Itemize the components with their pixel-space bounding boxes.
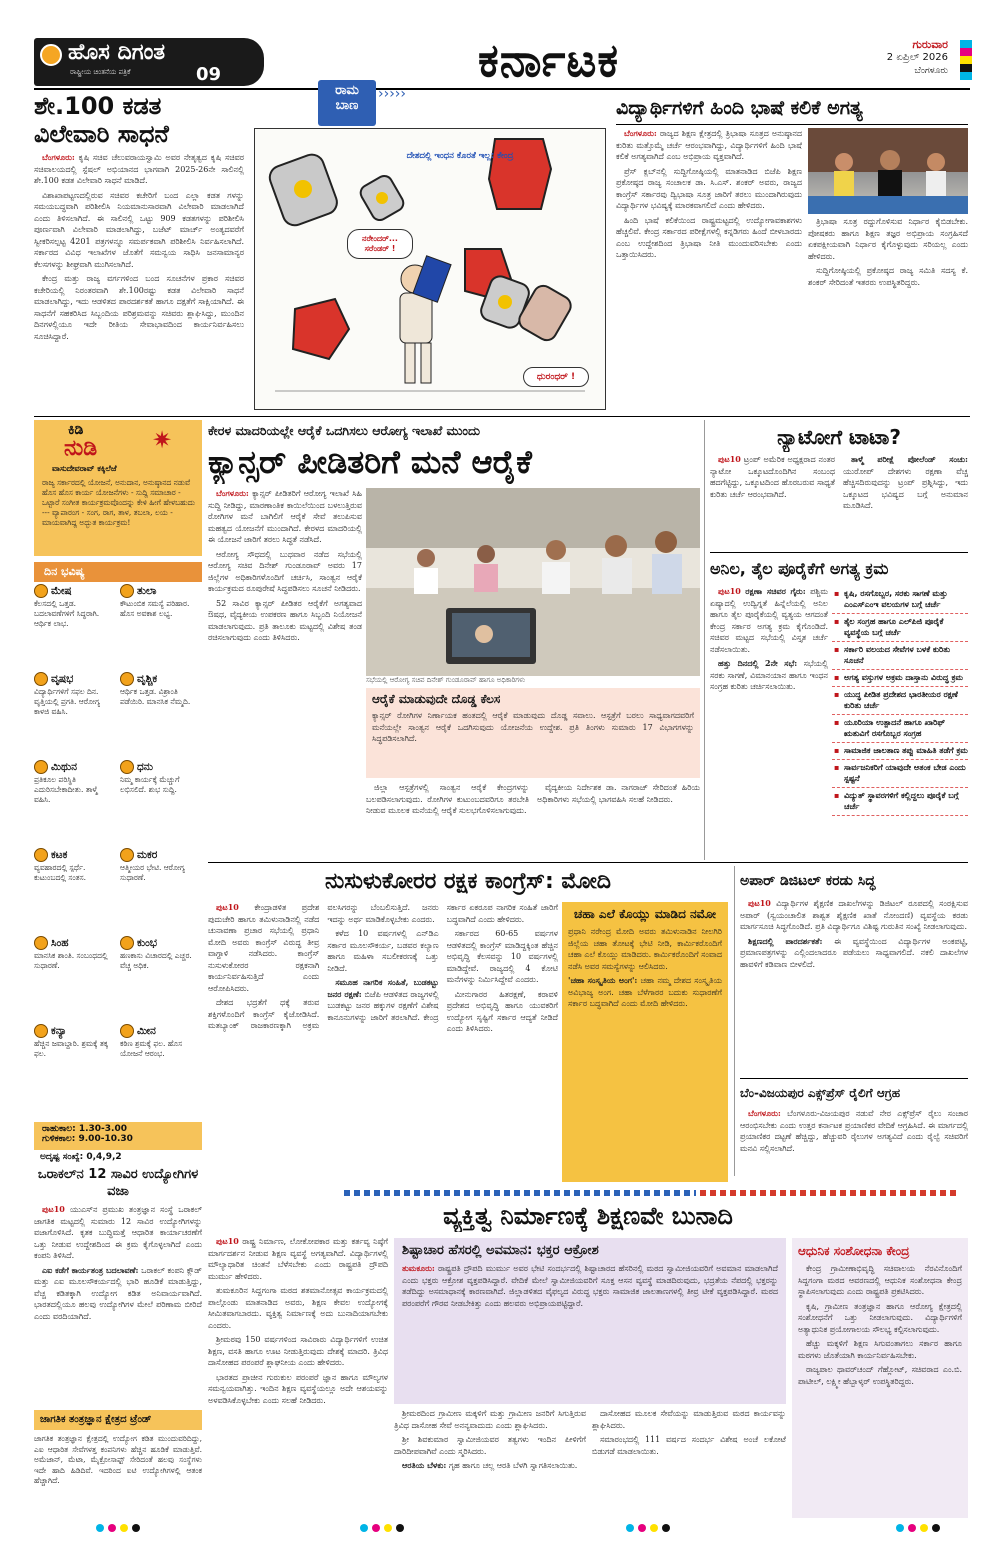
kidi-nudi-box [34,420,202,556]
capricorn-icon [120,848,134,862]
fuel-point: ▪ ಅಗತ್ಯ ವಸ್ತುಗಳ ಅಕ್ರಮ ದಾಸ್ತಾನು ವಿರುದ್ಧ ಕ್ರಮ [832,670,968,687]
gemini-icon [34,760,48,774]
fuel-sub-2: ಹತ್ತು ದಿನದಲ್ಲಿ 2ನೇ ಸಭೆ: [718,658,798,668]
zodiac-name: ಸಿಂಹ [51,937,69,949]
zodiac-name: ತುಲಾ [137,585,157,597]
zodiac-pisces [120,1024,202,1112]
meeting-photo-icon [366,488,700,676]
cancer-inset-body: ಕ್ಯಾನ್ಸರ್ ರೋಗಿಗಳ ನಿರ್ಣಾಯಕ ಹಂತದಲ್ಲಿ ಆರೈಕೆ ಮಾಡುವುದು ದೊಡ್ಡ ಸವಾಲು. ಆಸ್ಪತ್ರೆಗೆ ಬರಲು ಸಾಧ್ಯವಾಗದವರಿಗೆ ಮನೆಯಲ್ಲೇ ಸಾಂತ್ವನ ಆರೈಕೆ ಒದಗಿಸುವುದು ಯೋಜನೆಯ ಉದ್ದೇಶ. ಪ್ರತಿ ತಿಂಗಳು ಸುಮಾರು 17 ವಿಭಾಗಗಳನ್ನು ಸಿದ್ಧಪಡಿಸಲಾಗಿದೆ. [372,711,694,743]
cancer-photo [366,488,700,676]
fuel-point: ▪ ಕೃಷಿ, ರಸಗೊಬ್ಬರ, ಸರಕು ಸಾಗಣೆ ಮತ್ತು ಎಂಎಸ್‌ಎಂಇ ವಲಯಗಳ ಬಗ್ಗೆ ಚರ್ಚೆ [832,586,968,614]
sagittarius-icon [120,760,134,774]
zodiac-name: ಕುಂಭ [137,937,157,949]
nato-para-1: ಟ್ರಂಪ್ ಅಮೆರಿಕ ಅಧ್ಯಕ್ಷರಾದ ನಂತರ ನ್ಯಾಟೋ ಒಕ್ಕೂಟದೊಂದಿಗಿನ ಸಂಬಂಧ ಹದಗೆಟ್ಟಿದ್ದು, ಒಕ್ಕೂಟದಿಂದ ಹೊರಬರುವ ಸಾಧ್ಯತೆ ಕುರಿತು ಚರ್ಚೆ ಆರಂಭವಾಗಿದೆ. [710,455,835,499]
nato-body [710,454,968,550]
jobs-body [34,1204,202,1406]
zodiac-name: ವೃಶ್ಚಿಕ [137,673,158,685]
modi-inset [562,902,728,1182]
mid-row-rule [208,862,968,863]
zodiac-name: ಮಕರ [137,849,158,861]
top-row-rule [34,416,970,417]
modi-inset-title: ಚಹಾ ಎಲೆ ಕೊಯ್ಲು ಮಾಡಿದ ನಮೋ [574,907,716,921]
education-col3-para-1: ಶ್ರೀಮಠದಿಂದ ಗ್ರಾಮೀಣ ಮಕ್ಕಳಿಗೆ ಮತ್ತು ಗ್ರಾಮೀಣ ಜನರಿಗೆ ಸಿಗುತ್ತಿರುವ ತ್ರಿವಿಧ ದಾಸೋಹ ಸೇವೆ ಅನನ್ಯವಾದುದು ಎಂದು ಶ್ಲಾಘಿಸಿದರು. [394,1409,586,1430]
modi-inset-sub: 'ಚಹಾ ಸಂಸ್ಕೃತಿಯ ಅಂಗ': [568,975,638,985]
lucky-value: 0,4,9,2 [86,1152,122,1162]
zodiac-name: ವೃಷಭ [51,673,74,685]
cartoon-frame [254,128,606,410]
gulika-value: 9.00-10.30 [78,1134,133,1144]
education-para-3: ಶ್ರೀಮಠವು 150 ವರ್ಷಗಳಿಂದ ಸಾವಿರಾರು ವಿದ್ಯಾರ್ಥಿಗಳಿಗೆ ಉಚಿತ ಶಿಕ್ಷಣ, ವಸತಿ ಹಾಗೂ ಊಟ ನೀಡುತ್ತಿರುವುದು ದೇಶಕ್ಕೆ ಮಾದರಿ. ತ್ರಿವಿಧ ದಾಸೋಹದ ಪರಂಪರೆ ಶ್ಲಾಘನೀಯ ಎಂದು ಹೇಳಿದರು. [208,1335,388,1367]
cancer-inset-title: ಆರೈಕೆ ಮಾಡುವುದೇ ದೊಡ್ಡ ಕೆಲಸ [372,692,501,706]
tech-trend-headline: ಜಾಗತಿಕ ತಂತ್ರಜ್ಞಾನ ಕ್ಷೇತ್ರದ ಟ್ರೆಂಡ್ [34,1410,202,1430]
spark-icon: ✷ [152,426,173,454]
zodiac-scorpio [120,672,202,760]
zodiac-capricorn [120,848,202,936]
zodiac-text: ಆತ್ಮೀಯರ ಭೇಟಿ. ಆರೋಗ್ಯ ಸುಧಾರಣೆ. [120,863,185,882]
protocol-headline: ಶಿಷ್ಟಾಚಾರ ಹೆಸರಲ್ಲಿ ಅವಮಾನ: ಭಕ್ತರ ಆಕ್ರೋಶ [402,1243,599,1258]
rail-dateline: ಬೆಂಗಳೂರು: [748,1108,781,1118]
divider-bar-red [700,1190,960,1196]
modi-headline: ನುಸುಳುಕೋರರ ರಕ್ಷಕ ಕಾಂಗ್ರೆಸ್: ಮೋದಿ [324,869,612,894]
education-para-1: ರಾಷ್ಟ್ರ ನಿರ್ಮಾಣ, ಲೋಕೋಪಕಾರ ಮತ್ತು ಕರ್ತವ್ಯ ನಿಷ್ಠೆಗೆ ಮಾರ್ಗದರ್ಶನ ನೀಡುವ ಶಿಕ್ಷಣ ವ್ಯವಸ್ಥೆ ಅಗತ್ಯವಾಗಿದೆ. ವಿದ್ಯಾರ್ಥಿಗಳಲ್ಲಿ ಮೌಲ್ಯಾಧಾರಿತ ಚಿಂತನೆ ಬೆಳೆಸಬೇಕು ಎಂದು ರಾಷ್ಟ್ರಪತಿ ದ್ರೌಪದಿ ಮುರ್ಮು ಹೇಳಿದರು. [208,1237,388,1281]
print-dots-center-right [626,1524,670,1532]
zodiac-virgo [34,1024,116,1112]
zodiac-text: ಪ್ರತಿಕೂಲ ಪರಿಸ್ಥಿತಿ ಎದುರಿಸಬೇಕಾದೀತು. ತಾಳ್ಮೆ ವಹಿಸಿ. [34,775,98,804]
hindi-headline: ವಿದ್ಯಾರ್ಥಿಗಳಿಗೆ ಹಿಂದಿ ಭಾಷೆ ಕಲಿಕೆ ಅಗತ್ಯ [616,97,863,119]
zodiac-text: ಹೆಚ್ಚಿನ ಜವಾಬ್ದಾರಿ. ಶ್ರಮಕ್ಕೆ ತಕ್ಕ ಫಲ. [34,1039,108,1058]
hindi-body-left [616,128,802,414]
cancer-bottom-para-2: ವೈದ್ಯಕೀಯ ನಿರ್ದೇಶಕ ಡಾ. ನಾಗರಾಜ್ ಸೇರಿದಂತೆ ಹಿರಿಯ ಅಧಿಕಾರಿಗಳು ಸಭೆಯಲ್ಲಿ ಭಾಗವಹಿಸಿ ಸಲಹೆ ನೀಡಿದರು. [537,783,700,804]
cancer-kicker: ಕೇರಳ ಮಾದರಿಯಲ್ಲೇ ಆರೈಕೆ ಒದಗಿಸಲು ಆರೋಗ್ಯ ಇಲಾಖೆ ಮುಂದು [208,423,481,438]
kidi-nudi-title: ನುಡಿ [64,436,98,461]
leo-icon [34,936,48,950]
fuel-point: ▪ ವಿದ್ಯುತ್ ಸ್ಥಾವರಗಳಿಗೆ ಕಲ್ಲಿದ್ದಲು ಪೂರೈಕೆ ಬಗ್ಗೆ ಚರ್ಚೆ [832,788,968,816]
zodiac-text: ನಿಮ್ಮ ಕಾರ್ಯಕ್ಕೆ ಮೆಚ್ಚುಗೆ ಲಭಿಸಲಿದೆ. ಶುಭ ಸುದ್ದಿ. [120,775,180,794]
cancer-icon [34,848,48,862]
cancer-para-2: ಆರೋಗ್ಯ ಸೌಧದಲ್ಲಿ ಬುಧವಾರ ನಡೆದ ಸಭೆಯಲ್ಲಿ ಆರೋಗ್ಯ ಸಚಿವ ದಿನೇಶ್ ಗುಂಡೂರಾವ್ ಅವರು 17 ಜಿಲ್ಲೆಗಳ ಅಧಿಕಾರಿಗಳೊಂದಿಗೆ ಚರ್ಚಿಸಿ, ಸಾಂತ್ವನ ಆರೈಕೆ ಕಾರ್ಯಕ್ರಮದ ರೂಪುರೇಷೆ ಸಿದ್ಧಪಡಿಸಲು ಸೂಚನೆ ನೀಡಿದರು. [208,549,362,593]
lucky-label: ಅದೃಷ್ಟ ಸಂಖ್ಯೆ: [40,1152,84,1162]
cancer-body-bottom [366,782,700,850]
nato-rule [710,552,968,553]
education-col3-para-2: ಶ್ರೀ ಶಿವಕುಮಾರ ಸ್ವಾಮೀಜಿಯವರ ತತ್ವಗಳು ಇಂದಿನ ಪೀಳಿಗೆಗೆ ದಾರಿದೀಪವಾಗಿವೆ ಎಂದು ಸ್ಮರಿಸಿದರು. [394,1435,586,1456]
apaar-para-1: ವಿದ್ಯಾರ್ಥಿಗಳ ಶೈಕ್ಷಣಿಕ ದಾಖಲೆಗಳನ್ನು ಡಿಜಿಟಲ್ ರೂಪದಲ್ಲಿ ಸಂರಕ್ಷಿಸುವ ಅಪಾರ್ (ಸ್ವಯಂಚಾಲಿತ ಶಾಶ್ವತ ಶೈಕ್ಷಣಿಕ ಖಾತೆ ನೋಂದಣಿ) ವ್ಯವಸ್ಥೆಯ ಕರಡು ಮಾರ್ಗಸೂಚಿ ಸಿದ್ಧಗೊಂಡಿದೆ. ಪ್ರತಿ ವಿದ್ಯಾರ್ಥಿಗೂ ವಿಶಿಷ್ಟ ಗುರುತಿನ ಸಂಖ್ಯೆ ನೀಡಲಾಗುವುದು. [740,899,968,931]
protocol-box [394,1238,786,1404]
zodiac-name: ಕನ್ಯಾ [51,1025,67,1037]
speech-bubble-2: ಧುರಂಧರ್ ! [523,367,589,387]
hindi-para-3: ಹಿಂದಿ ಭಾಷೆ ಕಲಿಕೆಯಿಂದ ರಾಷ್ಟ್ರಮಟ್ಟದಲ್ಲಿ ಉದ್ಯೋಗಾವಕಾಶಗಳು ಹೆಚ್ಚಲಿವೆ. ಕೇಂದ್ರ ಸರ್ಕಾರದ ಪರೀಕ್ಷೆಗಳಲ್ಲಿ ಕನ್ನಡಿಗರು ಹಿಂದೆ ಬೀಳಬಾರದು ಎಂಬ ಉದ್ದೇಶದಿಂದ ತ್ರಿಭಾಷಾ ನೀತಿ ಮುಂದುವರಿಸಬೇಕು ಎಂದು ಒತ್ತಾಯಿಸಿದರು. [616,215,802,259]
fuel-point: ▪ ಸಾರ್ವಜನಿಕರಿಗೆ ಯಾವುದೇ ಆತಂಕ ಬೇಡ ಎಂದು ಸ್ಪಷ್ಟನೆ [832,760,968,788]
boxing-glove-icon [293,299,349,359]
zodiac-libra [120,584,202,672]
gas-cylinder-icon [358,173,406,223]
zodiac-leo [34,936,116,1024]
modi-para-1: ಕೇಂದ್ರಾಡಳಿತ ಪ್ರದೇಶ ಪುದುಚೇರಿ ಹಾಗೂ ತಮಿಳುನಾಡಿನಲ್ಲಿ ನಡೆದ ಚುನಾವಣಾ ಪ್ರಚಾರ ಸಭೆಯಲ್ಲಿ ಪ್ರಧಾನಿ ಮೋದಿ ಅವರು ಕಾಂಗ್ರೆಸ್ ವಿರುದ್ಧ ತೀವ್ರ ವಾಗ್ದಾಳಿ ನಡೆಸಿದರು. ಕಾಂಗ್ರೆಸ್ ನುಸುಳುಕೋರರ ರಕ್ಷಕನಾಗಿ ಕಾರ್ಯನಿರ್ವಹಿಸುತ್ತಿದೆ ಎಂದು ಆರೋಪಿಸಿದರು. [208,903,320,993]
rail-para: ಬೆಂಗಳೂರು-ವಿಜಯಪುರ ನಡುವೆ ನೇರ ಎಕ್ಸ್‌ಪ್ರೆಸ್ ರೈಲು ಸಂಚಾರ ಆರಂಭಿಸಬೇಕು ಎಂದು ಉತ್ತರ ಕರ್ನಾಟಕ ಪ್ರಯಾಣಿಕರ ವೇದಿಕೆ ಆಗ್ರಹಿಸಿದೆ. ಈ ಮಾರ್ಗದಲ್ಲಿ ಪ್ರಯಾಣಿಕರ ದಟ್ಟಣೆ ಹೆಚ್ಚಿದ್ದು, ಹೆಚ್ಚುವರಿ ರೈಲುಗಳ ಅಗತ್ಯವಿದೆ ಎಂದು ರೈಲ್ವೆ ಸಚಿವರಿಗೆ ಮನವಿ ಸಲ್ಲಿಸಲಾಗಿದೆ. [740,1109,968,1153]
zodiac-text: ಕೌಟುಂಬಿಕ ಸಮಸ್ಯೆ ಪರಿಹಾರ. ಹೊಸ ಅವಕಾಶ ಲಭ್ಯ. [120,599,190,618]
lead-left-dateline: ಬೆಂಗಳೂರು: [42,152,75,162]
zodiac-name: ಮೇಷ [51,585,72,597]
jobs-headline: ಒರಾಕಲ್‌ನ 12 ಸಾವಿರ ಉದ್ಯೋಗಿಗಳ ವಜಾ [37,1167,199,1199]
protocol-dateline: ತುಮಕೂರು: [402,1263,435,1273]
hindi-dateline: ಬೆಂಗಳೂರು: [624,128,657,138]
education-body [208,1236,388,1518]
paper-name: ಹೊಸ ದಿಗಂತ [68,40,166,65]
lead-left-para-1: ಕೃಷಿ ಸಚಿವ ಚೆಲುವರಾಯಸ್ವಾಮಿ ಅವರ ನೇತೃತ್ವದ ಕೃಷಿ ಸಚಿವರ ಸಚಿವಾಲಯದಲ್ಲಿ ಸ್ಪೆಷಲ್ ಅಭಿಯಾನದ ಭಾಗವಾಗಿ 2025-26ನೇ ಸಾಲಿನಲ್ಲಿ ಶೇ.100 ಕಡತ ವಿಲೇವಾರಿ ಸಾಧನೆ ಮಾಡಿದೆ. [34,153,244,185]
modi-para-4: ಬಿಜೆಪಿ ಆಡಳಿತದ ರಾಜ್ಯಗಳಲ್ಲಿ ಬುಡಕಟ್ಟು ಜನರ ಹಕ್ಕುಗಳ ರಕ್ಷಣೆಗೆ ವಿಶೇಷ ಕಾನೂನುಗಳನ್ನು ಜಾರಿಗೆ ತರಲಾಗಿದೆ. ಕೇಂದ್ರ ಸರ್ಕಾರ ಏಕರೂಪ ನಾಗರಿಕ ಸಂಹಿತೆ ಜಾರಿಗೆ ಬದ್ಧವಾಗಿದೆ ಎಂದು ಹೇಳಿದರು. [327,903,558,1022]
hindi-right-para-1: ತ್ರಿಭಾಷಾ ಸೂತ್ರ ರದ್ದುಗೊಳಿಸುವ ನಿರ್ಧಾರ ಕೈಬಿಡಬೇಕು. ಪೋಷಕರು ಹಾಗೂ ಶಿಕ್ಷಣ ತಜ್ಞರ ಅಭಿಪ್ರಾಯ ಸಂಗ್ರಹಿಸದೆ ಏಕಪಕ್ಷೀಯವಾಗಿ ನಿರ್ಧಾರ ಕೈಗೊಳ್ಳುವುದು ಸರಿಯಲ್ಲ ಎಂದು ಹೇಳಿದರು. [808,217,968,261]
education-para-2: ತುಮಕೂರಿನ ಸಿದ್ದಗಂಗಾ ಮಠದ ಶತಮಾನೋತ್ಸವ ಕಾರ್ಯಕ್ರಮದಲ್ಲಿ ಪಾಲ್ಗೊಂಡು ಮಾತನಾಡಿದ ಅವರು, ಶಿಕ್ಷಣ ಕೇವಲ ಉದ್ಯೋಗಕ್ಕೆ ಸೀಮಿತವಾಗಬಾರದು. ವ್ಯಕ್ತಿತ್ವ ನಿರ್ಮಾಣಕ್ಕೆ ಅದು ಬುನಾದಿಯಾಗಬೇಕು ಎಂದರು. [208,1286,388,1330]
hindi-para-2: ಪ್ರೆಸ್ ಕ್ಲಬ್‌ನಲ್ಲಿ ಸುದ್ದಿಗೋಷ್ಠಿಯಲ್ಲಿ ಮಾತನಾಡಿದ ಬಿಜೆಪಿ ಶಿಕ್ಷಣ ಪ್ರಕೋಷ್ಠದ ರಾಜ್ಯ ಸಂಚಾಲಕ ಡಾ. ಸಿ.ಎಸ್. ಶಂಕರ್ ಅವರು, ರಾಜ್ಯದ ಕಾಂಗ್ರೆಸ್ ಸರ್ಕಾರವು ದ್ವಿಭಾಷಾ ಸೂತ್ರ ಜಾರಿಗೆ ತರಲು ಮುಂದಾಗಿರುವುದು ವಿದ್ಯಾರ್ಥಿಗಳ ಭವಿಷ್ಯಕ್ಕೆ ಮಾರಕವಾಗಲಿದೆ ಎಂದು ಹೇಳಿದರು. [616,166,802,210]
fuel-para-1: ಪಶ್ಚಿಮ ಏಷ್ಯಾದಲ್ಲಿ ಉದ್ವಿಗ್ನತೆ ಹಿನ್ನೆಲೆಯಲ್ಲಿ ಅನಿಲ ಹಾಗೂ ತೈಲ ಪೂರೈಕೆಯಲ್ಲಿ ವ್ಯತ್ಯಯ ಆಗದಂತೆ ಕೇಂದ್ರ ಸರ್ಕಾರ ಅಗತ್ಯ ಕ್ರಮ ಕೈಗೊಂಡಿದೆ. ಸಚಿವರ ಮಟ್ಟದ ಸಭೆಯಲ್ಲಿ ವಿಸ್ತೃತ ಚರ್ಚೆ ನಡೆಸಲಾಯಿತು. [710,587,828,654]
print-dots-left [96,1524,140,1532]
education-headline: ವ್ಯಕ್ತಿತ್ವ ನಿರ್ಮಾಣಕ್ಕೆ ಶಿಕ್ಷಣವೇ ಬುನಾದಿ [443,1202,733,1230]
kidi-nudi-title-top: ಕಿಡಿ [68,422,84,438]
tech-trend-body: ಜಾಗತಿಕ ತಂತ್ರಜ್ಞಾನ ಕ್ಷೇತ್ರದಲ್ಲಿ ಉದ್ಯೋಗ ಕಡಿತ ಮುಂದುವರಿದಿದ್ದು, ಎಐ ಆಧಾರಿತ ಸೇವೆಗಳತ್ತ ಕಂಪನಿಗಳು ಹೆಚ್ಚಿನ ಹೂಡಿಕೆ ಮಾಡುತ್ತಿವೆ. ಅಮೆಜಾನ್, ಮೆಟಾ, ಮೈಕ್ರೋಸಾಫ್ಟ್ ಸೇರಿದಂತೆ ಹಲವು ಸಂಸ್ಥೆಗಳು ಇದೇ ಹಾದಿ ಹಿಡಿದಿವೆ. ಇದರಿಂದ ಐಟಿ ಉದ್ಯೋಗಿಗಳಲ್ಲಿ ಆತಂಕ ಹೆಚ್ಚಾಗಿದೆ. [34,1434,202,1485]
speech-bubble-1: ನರೇಂದರ್... ಸರೆಂಡರ್ ! [347,229,413,259]
issue-date: 2 ಏಪ್ರಿಲ್ 2026 [886,52,948,63]
nato-para-2: ಯುರೋಪ್ ದೇಶಗಳು ರಕ್ಷಣಾ ವೆಚ್ಚ ಹೆಚ್ಚಿಸದಿರುವುದನ್ನು ಟ್ರಂಪ್ ಪ್ರಶ್ನಿಸಿದ್ದು, ಇದು ಒಕ್ಕೂಟದ ಭವಿಷ್ಯದ ಬಗ್ಗೆ ಅನುಮಾನ ಮೂಡಿಸಿದೆ. [843,466,968,510]
education-col4-para-1: ದಾಸೋಹದ ಮೂಲಕ ಸೇವೆಯನ್ನು ಮಾಡುತ್ತಿರುವ ಮಠದ ಕಾರ್ಯವನ್ನು ಶ್ಲಾಘಿಸಿದರು. [592,1409,786,1430]
zodiac-name: ಮಿಥುನ [51,761,77,773]
zodiac-taurus [34,672,116,760]
gulika-label: ಗುಳಿಕಕಾಲ: [42,1134,76,1144]
jobs-sub: ಎಐ ಕಡೆಗೆ ಕಾರ್ಯತಂತ್ರ ಬದಲಾವಣೆ: [42,1264,139,1275]
zodiac-text: ಕಠಿಣ ಶ್ರಮಕ್ಕೆ ಫಲ. ಹೊಸ ಯೋಜನೆ ಆರಂಭ. [120,1039,183,1058]
modi-dateline: ಪುಟ10 [216,902,239,912]
apaar-body [740,898,968,1074]
zodiac-text: ಕೆಲಸದಲ್ಲಿ ಒತ್ತಡ. ಬದಲಾವಣೆಗಳಿಗೆ ಸಿದ್ಧರಾಗಿ. ಆರ್ಥಿಕ ಲಾಭ. [34,599,100,628]
zodiac-cancer [34,848,116,936]
apaar-sub: ಶಿಕ್ಷಣದಲ್ಲಿ ಪಾರದರ್ಶಕತೆ: [748,935,823,946]
fuel-headline: ಅನಿಲ, ತೈಲ ಪೂರೈಕೆಗೆ ಅಗತ್ಯ ಕ್ರಮ [710,559,889,578]
jobs-para-1: ಯುಎಸ್‌ನ ಪ್ರಮುಖ ತಂತ್ರಜ್ಞಾನ ಸಂಸ್ಥೆ ಒರಾಕಲ್ ಜಾಗತಿಕ ಮಟ್ಟದಲ್ಲಿ ಸುಮಾರು 12 ಸಾವಿರ ಉದ್ಯೋಗಿಗಳನ್ನು ವಜಾಗೊಳಿಸಿದೆ. ಕೃತಕ ಬುದ್ಧಿಮತ್ತೆ ಆಧಾರಿತ ಕಾರ್ಯಾಚರಣೆಗೆ ಒತ್ತು ನೀಡುವ ಉದ್ದೇಶದಿಂದ ಈ ಕ್ರಮ ಕೈಗೊಳ್ಳಲಾಗಿದೆ ಎಂದು ಕಂಪನಿ ತಿಳಿಸಿದೆ. [34,1205,202,1260]
research-para-2: ಕೃಷಿ, ಗ್ರಾಮೀಣ ತಂತ್ರಜ್ಞಾನ ಹಾಗೂ ಆರೋಗ್ಯ ಕ್ಷೇತ್ರದಲ್ಲಿ ಸಂಶೋಧನೆಗೆ ಒತ್ತು ನೀಡಲಾಗುವುದು. ವಿದ್ಯಾರ್ಥಿಗಳಿಗೆ ಅತ್ಯಾಧುನಿಕ ಪ್ರಯೋಗಾಲಯ ಸೌಲಭ್ಯ ಕಲ್ಪಿಸಲಾಗುವುದು. [798,1301,962,1334]
protocol-body: ರಾಷ್ಟ್ರಪತಿ ದ್ರೌಪದಿ ಮುರ್ಮು ಅವರ ಭೇಟಿ ಸಂದರ್ಭದಲ್ಲಿ ಶಿಷ್ಟಾಚಾರದ ಹೆಸರಿನಲ್ಲಿ ಮಠದ ಸ್ವಾಮೀಜಿಯವರಿಗೆ ಅವಮಾನ ಮಾಡಲಾಗಿದೆ ಎಂದು ಭಕ್ತರು ಆಕ್ರೋಶ ವ್ಯಕ್ತಪಡಿಸಿದ್ದಾರೆ. ವೇದಿಕೆ ಮೇಲೆ ಸ್ವಾಮೀಜಿಯವರಿಗೆ ಸೂಕ್ತ ಆಸನ ವ್ಯವಸ್ಥೆ ಮಾಡದಿರುವುದು, ಭದ್ರತೆಯ ನೆಪದಲ್ಲಿ ಭಕ್ತರನ್ನು ತಡೆದಿದ್ದು ಅಸಮಾಧಾನಕ್ಕೆ ಕಾರಣವಾಗಿದೆ. ಜಿಲ್ಲಾಡಳಿತದ ವೈಫಲ್ಯದ ವಿರುದ್ಧ ಭಕ್ತರು ಸಾಮಾಜಿಕ ಜಾಲತಾಣಗಳಲ್ಲಿ ತೀವ್ರ ಟೀಕೆ ವ್ಯಕ್ತಪಡಿಸಿದ್ದಾರೆ. ಮಠದ ಪರಂಪರೆಗೆ ಗೌರವ ನೀಡಬೇಕಿತ್ತು ಎಂದು ಹಲವರು ಅಭಿಪ್ರಾಯಪಟ್ಟಿದ್ದಾರೆ. [402,1264,778,1308]
hindi-rule [616,124,968,125]
cartoon-chevrons-icon: ››››› [378,86,406,102]
fuel-dateline: ಪುಟ10 [718,586,741,596]
modi-para-3: ಕಳೆದ 10 ವರ್ಷಗಳಲ್ಲಿ ಎನ್‌ಡಿಎ ಸರ್ಕಾರ ಮೂಲಸೌಕರ್ಯ, ಬಡವರ ಕಲ್ಯಾಣ ಹಾಗೂ ಮಹಿಳಾ ಸಬಲೀಕರಣಕ್ಕೆ ಒತ್ತು ನೀಡಿದೆ. [327,929,439,973]
cancer-inset [366,688,700,778]
modi-inset-body-2: ಚಹಾ ನಮ್ಮ ದೇಶದ ಸಂಸ್ಕೃತಿಯ ಅವಿಭಾಜ್ಯ ಅಂಗ. ಚಹಾ ಬೆಳೆಗಾರರ ಬದುಕು ಸುಧಾರಣೆಗೆ ಸರ್ಕಾರ ಬದ್ಧವಾಗಿದೆ ಎಂದು ಮೋದಿ ಹೇಳಿದರು. [568,976,723,1008]
zodiac-aquarius [120,936,202,1024]
section-title: ಕರ್ನಾಟಕ [478,33,620,87]
cancer-dateline: ಬೆಂಗಳೂರು: [216,488,249,498]
zodiac-gemini [34,760,116,848]
lead-left-para-3: ಕೇಂದ್ರ ಮತ್ತು ರಾಜ್ಯ ವರ್ಗಗಳಿಂದ ಬಂದ ಸೂಚನೆಗಳ ಪ್ರಕಾರ ಸಚಿವರ ಕಚೇರಿಯಲ್ಲಿ ನಿರಂತರವಾಗಿ ಶೇ.100ರಷ್ಟು ಕಡತ ವಿಲೇವಾರಿ ಸಾಧನೆ ಮಾಡಲಾಗಿದ್ದು, ಇದು ಆಡಳಿತದ ಪಾರದರ್ಶಕತೆ ಹಾಗೂ ದಕ್ಷತೆಗೆ ಸಾಕ್ಷಿಯಾಗಿದೆ. ಈ ಸಾಧನೆಗೆ ಸಹಕರಿಸಿದ ಸಿಬ್ಬಂದಿಯ ಪರಿಶ್ರಮವನ್ನು ಸಚಿವರು ಶ್ಲಾಘಿಸಿದ್ದು, ಮುಂದಿನ ದಿನಗಳಲ್ಲಿಯೂ ಇದೇ ರೀತಿಯ ಸೇವಾಭಾವದಿಂದ ಕಾರ್ಯನಿರ್ವಹಿಸಲು ಸೂಚಿಸಿದ್ದಾರೆ. [34,274,244,341]
nato-sub: ತಾಳ್ಮೆ ಪರೀಕ್ಷೆ ಪೋಲೆಂಡ್ ಸಂಚು: [851,454,968,464]
apaar-headline: ಅಪಾರ್ ಡಿಜಿಟಲ್ ಕರಡು ಸಿದ್ಧ [740,873,876,889]
zodiac-name: ಧನು [137,761,153,773]
cartoon-badge-bottom: ಬಾಣ [335,98,359,113]
registration-marks [960,40,972,80]
zodiac-text: ವಿದ್ಯಾರ್ಥಿಗಳಿಗೆ ಸಫಲ ದಿನ. ವೃತ್ತಿಯಲ್ಲಿ ಪ್ರಗತಿ. ಆರೋಗ್ಯ ಕಾಳಜಿ ವಹಿಸಿ. [34,687,101,716]
apaar-rule [740,1078,968,1079]
print-dots-right [896,1524,940,1532]
cancer-bottom-para-1: ಜಿಲ್ಲಾ ಆಸ್ಪತ್ರೆಗಳಲ್ಲಿ ಸಾಂತ್ವನ ಆರೈಕೆ ಕೇಂದ್ರಗಳನ್ನು ಬಲಪಡಿಸಲಾಗುವುದು. ರೋಗಿಗಳ ಕುಟುಂಬದವರಿಗೂ ತರಬೇತಿ ನೀಡುವ ಮೂಲಕ ಮನೆಯಲ್ಲಿ ಆರೈಕೆ ಸುಲಭಗೊಳಿಸಲಾಗುವುದು. [366,783,529,815]
fuel-point: ▪ ತೈಲ ಸಂಗ್ರಹ ಹಾಗೂ ಎಲ್‌ಪಿಜಿ ಪೂರೈಕೆ ವ್ಯವಸ್ಥೆಯ ಬಗ್ಗೆ ಚರ್ಚೆ [832,614,968,642]
taurus-icon [34,672,48,686]
aries-icon [34,584,48,598]
virgo-icon [34,1024,48,1038]
cartoon-badge-top: ರಾಮ [335,83,359,98]
rahukala-label: ರಾಹುಕಾಲ: [42,1124,76,1134]
rahukala-value: 1.30-3.00 [78,1124,127,1134]
zodiac-text: ಆರ್ಥಿಕ ಒತ್ತಡ. ವಿಶ್ರಾಂತಿ ಪಡೆಯಿರಿ. ಮಾನಸಿಕ ನೆಮ್ಮದಿ. [120,687,191,706]
scorpio-icon [120,672,134,686]
education-sub-body: ಗೃಹ ಹಾಗೂ ಚಲ್ಲ ಆರತಿ ಬೆಳಗಿ ಸ್ವಾಗತಿಸಲಾಯಿತು. [448,1461,578,1470]
lead-left-body [34,152,244,410]
fuel-para-2: ಸಭೆಯಲ್ಲಿ ಸರಕು ಸಾಗಣೆ, ವಿಮಾನಯಾನ ಹಾಗೂ ಇಂಧನ ಸಂಗ್ರಹ ಕುರಿತು ಚರ್ಚಿಸಲಾಯಿತು. [710,659,828,691]
modi-body [208,902,558,1182]
hindi-photo [808,128,968,214]
print-dots-center-left [360,1524,404,1532]
cancer-para-1: ಕ್ಯಾನ್ಸರ್ ಪೀಡಿತರಿಗೆ ಆರೋಗ್ಯ ಇಲಾಖೆ ಸಿಹಿ ಸುದ್ದಿ ನೀಡಿದ್ದು, ಮಾರಣಾಂತಿಕ ಕಾಯಿಲೆಯಿಂದ ಬಳಲುತ್ತಿರುವ ರೋಗಿಗಳ ಮನೆ ಬಾಗಿಲಿಗೆ ಆರೈಕೆ ಸೇವೆ ತಲುಪಿಸುವ ಮಹತ್ವದ ಯೋಜನೆಗೆ ಮುಂದಾಗಿದೆ. ಕೇರಳದ ಮಾದರಿಯಲ್ಲಿ ಈ ಯೋಜನೆ ಜಾರಿಗೆ ತರಲು ಸಿದ್ಧತೆ ನಡೆಸಿದೆ. [208,489,362,544]
laptop-icon [446,608,536,664]
pisces-icon [120,1024,134,1038]
jobs-dateline: ಪುಟ10 [42,1204,65,1214]
aquarius-icon [120,936,134,950]
zodiac-name: ಮೀನ [137,1025,156,1037]
education-col4 [592,1408,786,1518]
cancer-body-left [208,488,362,850]
hindi-para-1: ರಾಜ್ಯದ ಶಿಕ್ಷಣ ಕ್ಷೇತ್ರದಲ್ಲಿ ತ್ರಿಭಾಷಾ ಸೂತ್ರದ ಅನುಷ್ಠಾನದ ಕುರಿತು ಮತ್ತೊಮ್ಮೆ ಚರ್ಚೆ ಆರಂಭವಾಗಿದ್ದು, ವಿದ್ಯಾರ್ಥಿಗಳಿಗೆ ಹಿಂದಿ ಭಾಷೆ ಕಲಿಕೆ ಅಗತ್ಯವಾಗಿದೆ ಎಂಬ ಅಭಿಪ್ರಾಯ ವ್ಯಕ್ತವಾಗಿದೆ. [616,129,802,161]
lead-left-headline: ಶೇ.100 ಕಡತ ವಿಲೇವಾರಿ ಸಾಧನೆ [34,92,169,148]
apaar-para-2: ಈ ವ್ಯವಸ್ಥೆಯಿಂದ ವಿದ್ಯಾರ್ಥಿಗಳ ಅಂಕಪಟ್ಟಿ, ಪ್ರಮಾಣಪತ್ರಗಳನ್ನು ಎಲ್ಲಿಂದಲಾದರೂ ಪಡೆಯಲು ಸಾಧ್ಯವಾಗಲಿದೆ. ನಕಲಿ ದಾಖಲೆಗಳ ಹಾವಳಿಗೆ ಕಡಿವಾಣ ಬೀಳಲಿದೆ. [740,936,968,969]
horoscope-grid [34,584,202,1120]
research-para-1: ಕೇಂದ್ರ ಗ್ರಾಮೀಣಾಭಿವೃದ್ಧಿ ಸಚಿವಾಲಯ ನೆರವಿನೊಂದಿಗೆ ಸಿದ್ದಗಂಗಾ ಮಠದ ಆವರಣದಲ್ಲಿ ಆಧುನಿಕ ಸಂಶೋಧನಾ ಕೇಂದ್ರ ಸ್ಥಾಪಿಸಲಾಗುವುದು ಎಂದು ರಾಷ್ಟ್ರಪತಿ ಪ್ರಕಟಿಸಿದರು. [798,1264,962,1296]
rail-headline: ಬೆಂ-ವಿಜಯಪುರ ಎಕ್ಸ್‌ಪ್ರೆಸ್ ರೈಲಿಗೆ ಆಗ್ರಹ [740,1086,901,1100]
education-sub: ಆರತಿಯ ಬೆಳಕು: [402,1460,447,1470]
nato-dateline: ಪುಟ10 [718,454,741,464]
education-para-4: ಭಾರತದ ಪ್ರಾಚೀನ ಗುರುಕುಲ ಪರಂಪರೆ ಜ್ಞಾನ ಹಾಗೂ ಮೌಲ್ಯಗಳ ಸಮನ್ವಯವಾಗಿತ್ತು. ಇಂದಿನ ಶಿಕ್ಷಣ ವ್ಯವಸ್ಥೆಯಲ್ಲೂ ಅದೇ ಆಶಯವನ್ನು ಅಳವಡಿಸಿಕೊಳ್ಳಬೇಕು ಎಂದು ಸಲಹೆ ನೀಡಿದರು. [208,1372,388,1405]
masthead-logo [34,38,264,86]
fuel-point: ▪ ಯೂರಿಯಾ ಉತ್ಪಾದನೆ ಹಾಗೂ ಖಾರಿಫ್ ಋತುವಿಗೆ ರಸಗೊಬ್ಬರ ಸಂಗ್ರಹ [832,715,968,743]
education-col3 [394,1408,586,1518]
rail-body [740,1108,968,1180]
hindi-body-right [808,216,968,414]
fuel-point: ▪ ಸರ್ಕಾರಿ ವಲಯದ ಸೇವೆಗಳ ಬಳಕೆ ಕುರಿತು ಸೂಚನೆ [832,642,968,670]
education-dateline: ಪುಟ10 [216,1236,239,1246]
cancer-photo-caption: ಸಭೆಯಲ್ಲಿ ಆರೋಗ್ಯ ಸಚಿವ ದಿನೇಶ್ ಗುಂಡೂರಾವ್ ಹಾಗೂ ಅಧಿಕಾರಿಗಳು [366,676,526,684]
kidi-nudi-body: ರಾಜ್ಯ ಸರ್ಕಾರದಲ್ಲಿ ಯೋಜನೆ, ಅನುದಾನ, ಅನುಷ್ಠಾನದ ನಡುವೆ ಹೊಸ ಹೊಸ ಕಾರ್ಯ ಯೋಜನೆಗಳು - ಸುದ್ದಿ ಸಮಾಚಾರ - ಒಟ್ಟಾರೆ ಸಂಗೀತ ಕಾರ್ಯಕ್ರಮವೊಂದನ್ನು ಕೇಳಿ ಹೀಗೆ ಹೇಳಬಹುದು --- ವ್ಯಾಪಾರಂಗ - ಸಂಗ, ರಾಗ, ತಾಳ, ತಬಲಾ, ಲಯ - ಮಾಯವಾಗಿದ್ದ ಅದ್ಭುತ ಕಾರ್ಯಕ್ರಮ! [42,478,195,527]
lucky-number [34,1152,202,1162]
lead-left-para-2: ವಿಶಾಖಾಪಟ್ಟಣದಲ್ಲಿರುವ ಸಚಿವರ ಕಚೇರಿಗೆ ಬಂದ ಎಲ್ಲಾ ಕಡತ ಗಳನ್ನು ಸಮಯಬದ್ಧವಾಗಿ ಪರಿಶೀಲಿಸಿ ನಿಯಮಾನುಸಾರವಾಗಿ ವಿಲೇವಾರಿ ಮಾಡಲಾಗಿದೆ ಎಂದು ತಿಳಿಸಲಾಗಿದೆ. ಈ ಸಾಲಿನಲ್ಲಿ ಒಟ್ಟು 909 ಕಡತಗಳನ್ನು ಪರಿಶೀಲಿಸಿ ಪೂರ್ಣವಾಗಿ ವಿಲೇವಾರಿ ಮಾಡಲಾಗಿದ್ದು, ಬಜೆಟ್ ಮಾರ್ಚ್ ಅಂತ್ಯದವರೆಗೆ ಸ್ವೀಕರಿಸಲ್ಪಟ್ಟ 4201 ಪತ್ರಗಳನ್ನೂ ಸಮರ್ಪಕವಾಗಿ ಪರಿಶೀಲಿಸಿ ನಿರ್ವಹಿಸಲಾಗಿದೆ. ಸರ್ಕಾರದ ವಿವಿಧ ಇಲಾಖೆಗಳ ಜೊತೆಗೆ ಸಮನ್ವಯ ಸಾಧಿಸಿ ಜನಸಾಮಾನ್ಯರ ಕೆಲಸಗಳನ್ನು ಶೀಘ್ರವಾಗಿ ಮುಗಿಸಲಾಗಿದೆ. [34,190,244,269]
zodiac-text: ಮಾನಸಿಕ ಶಾಂತಿ. ಸಂಬಂಧದಲ್ಲಿ ಸುಧಾರಣೆ. [34,951,108,970]
fuel-points [832,586,968,858]
logo-emblem-icon [40,44,62,66]
kidi-nudi-author: ವಾಸುದೇವರಾವ್ ಕಕ್ಕಿಲೆಜೆ [52,464,117,473]
man-figure-icon [400,256,451,383]
paper-tagline: ರಾಷ್ಟ್ರೀಯ ಚಿಂತನೆಯ ಪತ್ರಿಕೆ [70,68,131,76]
fuel-body [710,586,828,858]
research-headline: ಆಧುನಿಕ ಸಂಶೋಧನಾ ಕೇಂದ್ರ [798,1244,910,1258]
horoscope-title: ದಿನ ಭವಿಷ್ಯ [34,562,202,582]
cartoon-caption: ದೇಶದಲ್ಲಿ ಇಂಧನ ಕೊರತೆ ಇಲ್ಲ: ಕೇಂದ್ರ [406,151,514,161]
gas-cylinder-icon [266,151,340,228]
apaar-dateline: ಪುಟ10 [748,898,771,908]
zodiac-text: ಹಣಕಾಸು ವಿಚಾರದಲ್ಲಿ ಎಚ್ಚರ. ವೆಚ್ಚ ಅಧಿಕ. [120,951,192,970]
modi-sub: ಸಮೂಹ ನಾಗರಿಕ ಸಂಹಿತೆ, ಬುಡಕಟ್ಟು ಜನರ ರಕ್ಷಣೆ: [327,977,439,999]
research-box [792,1238,968,1518]
fuel-sub: ರಕ್ಷಣಾ ಸಚಿವರ ಗೈರು: [745,586,806,596]
cancer-para-3: 52 ಸಾವಿರ ಕ್ಯಾನ್ಸರ್ ಪೀಡಿತರ ಆರೈಕೆಗೆ ಅಗತ್ಯವಾದ ಔಷಧ, ವೈದ್ಯಕೀಯ ಉಪಕರಣ ಹಾಗೂ ಸಿಬ್ಬಂದಿ ನಿಯೋಜನೆ ಮಾಡಲಾಗುವುದು. ಪ್ರತಿ ತಾಲೂಕು ಮಟ್ಟದಲ್ಲಿ ವಿಶೇಷ ತಂಡ ರಚಿಸಲಾಗುವುದು ಎಂದು ತಿಳಿಸಿದರು. [208,598,362,642]
research-para-4: ರಾಜ್ಯಪಾಲ ಥಾವರ್‌ಚಂದ್ ಗೆಹ್ಲೋಟ್, ಸಚಿವರಾದ ಎಂ.ಬಿ. ಪಾಟೀಲ್, ಲಕ್ಷ್ಮೀ ಹೆಬ್ಬಾಳ್ಕರ್ ಉಪಸ್ಥಿತರಿದ್ದರು. [798,1365,962,1386]
nato-headline: ನ್ಯಾಟೋಗೆ ಟಾಟಾ? [777,425,901,449]
zodiac-sagittarius [120,760,202,848]
masthead-rule [34,88,970,90]
divider-bar-blue [344,1190,696,1196]
apaar-divider [734,866,735,1176]
jobs-para-2: ಒರಾಕಲ್ ಕಂಪನಿ ಕ್ಲೌಡ್ ಮತ್ತು ಎಐ ಮೂಲಸೌಕರ್ಯದಲ್ಲಿ ಭಾರಿ ಹೂಡಿಕೆ ಮಾಡುತ್ತಿದ್ದು, ವೆಚ್ಚ ಕಡಿತಕ್ಕಾಗಿ ಉದ್ಯೋಗ ಕಡಿತ ಅನಿವಾರ್ಯವಾಗಿದೆ. ಭಾರತದಲ್ಲಿಯೂ ಹಲವು ಉದ್ಯೋಗಿಗಳ ಮೇಲೆ ಪರಿಣಾಮ ಬೀರಿದೆ ಎಂದು ವರದಿಯಾಗಿದೆ. [34,1265,202,1321]
fuel-point: ▪ ಸಾಮಾಜಿಕ ಜಾಲತಾಣ ತಪ್ಪು ಮಾಹಿತಿ ತಡೆಗೆ ಕ್ರಮ [832,743,968,760]
cancer-headline: ಕ್ಯಾನ್ಸರ್ ಪೀಡಿತರಿಗೆ ಮನೆ ಆರೈಕೆ [208,443,532,481]
issue-day: ಗುರುವಾರ [912,38,948,51]
libra-icon [120,584,134,598]
fuel-point: ▪ ಯುದ್ಧ ಪೀಡಿತ ಪ್ರದೇಶದ ಭಾರತೀಯರ ರಕ್ಷಣೆ ಕುರಿತು ಚರ್ಚೆ [832,687,968,715]
zodiac-text: ವ್ಯವಹಾರದಲ್ಲಿ ಸ್ಪರ್ಧೆ. ಕುಟುಂಬದಲ್ಲಿ ಸಂತಸ. [34,863,86,882]
right-col-divider [704,420,705,860]
page-number: 09 [196,64,222,85]
boxing-glove-icon [489,139,551,209]
zodiac-name: ಕಟಕ [51,849,68,861]
modi-para-6: ಮೀನುಗಾರರ ಹಿತರಕ್ಷಣೆ, ಕರಾವಳಿ ಪ್ರದೇಶದ ಅಭಿವೃದ್ಧಿ ಹಾಗೂ ಯುವಕರಿಗೆ ಉದ್ಯೋಗ ಸೃಷ್ಟಿಗೆ ಸರ್ಕಾರ ಆದ್ಯತೆ ನೀಡಿದೆ ಎಂದು ತಿಳಿಸಿದರು. [446,989,558,1033]
hindi-right-para-2: ಸುದ್ದಿಗೋಷ್ಠಿಯಲ್ಲಿ ಪ್ರಕೋಷ್ಠದ ರಾಜ್ಯ ಸಮಿತಿ ಸದಸ್ಯ ಕೆ. ಶಂಕರ್ ಸೇರಿದಂತೆ ಇತರರು ಉಪಸ್ಥಿತರಿದ್ದರು. [808,266,968,287]
timings-box [34,1122,202,1150]
modi-para-2: ದೇಶದ ಭದ್ರತೆಗೆ ಧಕ್ಕೆ ತರುವ ಶಕ್ತಿಗಳೊಂದಿಗೆ ಕಾಂಗ್ರೆಸ್ ಕೈಜೋಡಿಸಿದೆ. ಮತಬ್ಯಾಂಕ್ ರಾಜಕಾರಣಕ್ಕಾಗಿ ಅಕ್ರಮ ವಲಸಿಗರನ್ನು ಬೆಂಬಲಿಸುತ್ತಿದೆ. ಜನರು ಇದನ್ನು ಅರ್ಥ ಮಾಡಿಕೊಳ್ಳಬೇಕು ಎಂದರು. [208,903,439,1030]
research-para-3: ಹೆಚ್ಚು ಮಕ್ಕಳಿಗೆ ಶಿಕ್ಷಣ ಸಿಗುವಂತಾಗಲು ಸರ್ಕಾರ ಹಾಗೂ ಮಠಗಳು ಜೊತೆಯಾಗಿ ಕಾರ್ಯನಿರ್ವಹಿಸಬೇಕು. [798,1339,962,1360]
education-col4-para-2: ಸಮಾರಂಭದಲ್ಲಿ 111 ವರ್ಷದ ಸಂದರ್ಭ ವಿಶೇಷ ಅಂಚೆ ಲಕೋಟೆ ಬಿಡುಗಡೆ ಮಾಡಲಾಯಿತು. [592,1435,786,1456]
issue-city: ಬೆಂಗಳೂರು [914,66,948,76]
modi-para-5: ಸರ್ಕಾರದ 60-65 ವರ್ಷಗಳ ಆಡಳಿತದಲ್ಲಿ ಕಾಂಗ್ರೆಸ್ ಮಾಡಿದ್ದಕ್ಕಿಂತ ಹೆಚ್ಚಿನ ಅಭಿವೃದ್ಧಿ ಕೆಲಸವನ್ನು 10 ವರ್ಷಗಳಲ್ಲಿ ಮಾಡಿದ್ದೇವೆ. ರಾಜ್ಯದಲ್ಲಿ 4 ಕೋಟಿ ಮನೆಗಳನ್ನು ನಿರ್ಮಿಸಿದ್ದೇವೆ ಎಂದರು. [446,929,558,984]
modi-inset-body: ಪ್ರಧಾನಿ ನರೇಂದ್ರ ಮೋದಿ ಅವರು ತಮಿಳುನಾಡಿನ ನೀಲಗಿರಿ ಜಿಲ್ಲೆಯ ಚಹಾ ತೋಟಕ್ಕೆ ಭೇಟಿ ನೀಡಿ, ಕಾರ್ಮಿಕರೊಂದಿಗೆ ಚಹಾ ಎಲೆ ಕೊಯ್ಲು ಮಾಡಿದರು. ಕಾರ್ಮಿಕರೊಂದಿಗೆ ಸಂವಾದ ನಡೆಸಿ ಅವರ ಸಮಸ್ಯೆಗಳನ್ನು ಆಲಿಸಿದರು. [568,927,722,971]
cartoon-badge [318,80,376,126]
press-meet-photo-icon [808,128,968,214]
zodiac-aries [34,584,116,672]
